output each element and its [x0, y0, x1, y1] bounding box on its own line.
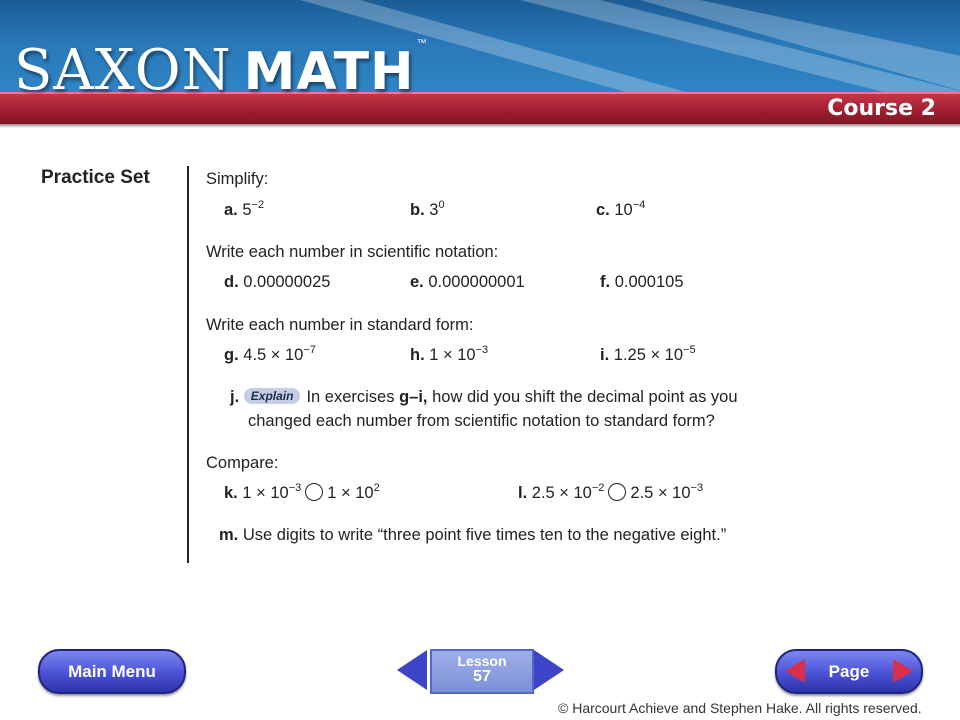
problem-l-left-exp: −2 — [591, 482, 605, 494]
page-button[interactable] — [775, 649, 923, 694]
compare-circle-l[interactable] — [608, 483, 626, 501]
problem-f — [600, 273, 684, 292]
problem-f-label: f. — [600, 273, 611, 291]
problem-k-left-coef: 1 × 10 — [242, 484, 289, 502]
problem-j-text-post: how did you shift the decimal point as you — [427, 388, 738, 406]
compare-heading: Compare: — [206, 454, 279, 472]
problem-m-label: m. — [219, 526, 239, 544]
next-lesson-arrow-icon[interactable] — [534, 650, 564, 690]
problem-k — [224, 483, 380, 503]
course-label: Course 2 — [827, 96, 936, 121]
problem-j-line2: changed each number from scientific notation to standard form? — [248, 412, 715, 430]
problem-l-label: l. — [518, 484, 528, 502]
problem-k-right-exp: 2 — [373, 482, 380, 494]
problem-i-label: i. — [600, 346, 610, 364]
saxon-math-logo — [14, 38, 427, 103]
problem-l-left-coef: 2.5 × 10 — [531, 484, 592, 502]
problem-c-label: c. — [596, 201, 610, 219]
problem-b-exp: 0 — [438, 199, 445, 211]
logo-trademark: ™ — [416, 38, 427, 49]
problem-l — [518, 483, 703, 503]
logo-saxon-text: SAXON — [14, 38, 232, 103]
logo-math-text: MATH — [243, 42, 415, 102]
problem-i — [600, 346, 696, 365]
problem-g — [224, 346, 316, 365]
problem-h — [410, 346, 488, 365]
problem-h-coef: 1 × 10 — [429, 346, 476, 364]
divider-line — [187, 166, 189, 563]
standard-heading: Write each number in standard form: — [206, 316, 474, 334]
problem-a — [224, 201, 264, 220]
header-shadow — [0, 124, 960, 128]
problem-c — [596, 201, 645, 220]
problem-j-text-bold: g–i, — [399, 388, 428, 406]
compare-circle-k[interactable] — [305, 483, 323, 501]
scientific-heading: Write each number in scientific notation: — [206, 243, 499, 261]
problem-c-base: 10 — [614, 201, 633, 219]
page-prev-arrow-icon[interactable] — [785, 659, 805, 683]
lesson-indicator — [430, 649, 534, 694]
problem-d — [224, 273, 330, 292]
page-next-arrow-icon[interactable] — [893, 659, 913, 683]
problem-g-exp: −7 — [303, 344, 316, 356]
problem-h-exp: −3 — [475, 344, 489, 356]
problem-e — [410, 273, 525, 292]
problem-j-text-pre: In exercises — [306, 388, 400, 406]
problem-c-exp: −4 — [632, 199, 646, 211]
problem-d-label: d. — [224, 273, 239, 291]
problem-b-base: 3 — [429, 201, 439, 219]
main-menu-button[interactable] — [38, 649, 186, 694]
problem-m — [219, 526, 726, 545]
problem-e-value: 0.000000001 — [428, 273, 525, 291]
problem-a-base: 5 — [242, 201, 252, 219]
simplify-heading: Simplify: — [206, 170, 269, 188]
main-menu-label: Main Menu — [68, 661, 156, 681]
problem-g-label: g. — [224, 346, 239, 364]
problem-b-label: b. — [410, 201, 425, 219]
problem-k-left-exp: −3 — [288, 482, 302, 494]
problem-m-text: Use digits to write “three point five times ten to the negative eight.” — [242, 526, 727, 544]
problem-k-label: k. — [224, 484, 238, 502]
page-label: Page — [828, 661, 870, 681]
previous-lesson-arrow-icon[interactable] — [397, 650, 427, 690]
problem-d-value: 0.00000025 — [243, 273, 331, 291]
problem-g-coef: 4.5 × 10 — [243, 346, 304, 364]
explain-badge: Explain — [244, 388, 301, 404]
problem-h-label: h. — [410, 346, 425, 364]
problem-i-coef: 1.25 × 10 — [613, 346, 684, 364]
lesson-label: Lesson — [457, 653, 507, 669]
copyright-notice: © Harcourt Achieve and Stephen Hake. All rights reserved. — [558, 700, 922, 716]
problem-f-value: 0.000105 — [614, 273, 684, 291]
problem-i-exp: −5 — [683, 344, 696, 356]
problem-j — [230, 388, 738, 407]
problem-e-label: e. — [410, 273, 424, 291]
problem-l-right-exp: −3 — [690, 482, 704, 494]
problem-b — [410, 201, 445, 220]
header-banner — [0, 0, 960, 128]
problem-k-right-coef: 1 × 10 — [327, 484, 374, 502]
problem-a-label: a. — [224, 201, 238, 219]
section-title: Practice Set — [41, 167, 150, 188]
lesson-number: 57 — [473, 668, 491, 685]
problem-l-right-coef: 2.5 × 10 — [630, 484, 691, 502]
problem-a-exp: −2 — [251, 199, 265, 211]
problem-j-label: j. — [230, 388, 240, 406]
